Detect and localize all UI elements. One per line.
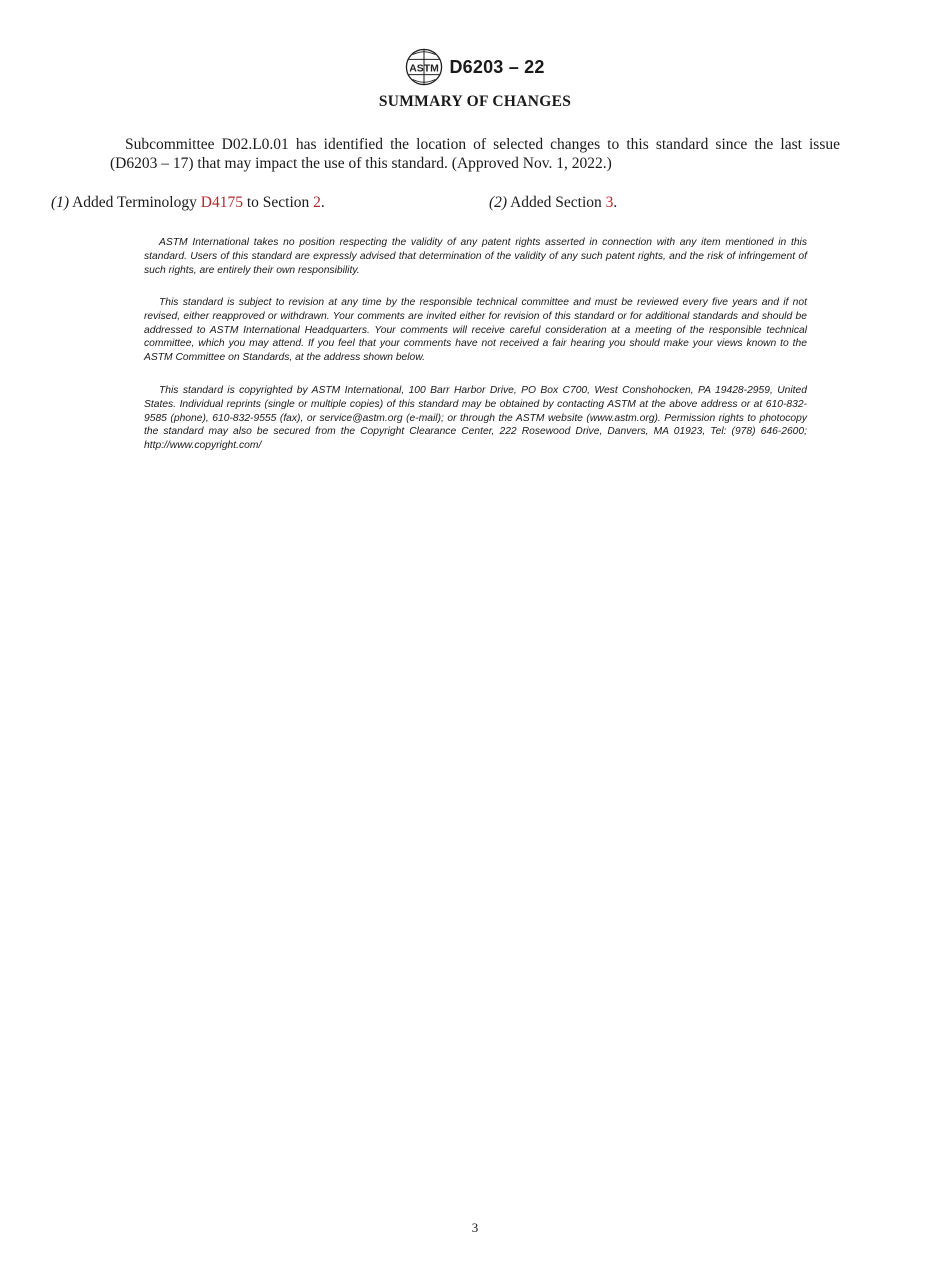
change-item-2 bbox=[489, 194, 617, 212]
change-number-1: (1) bbox=[51, 194, 70, 211]
astm-logo-text: ASTM bbox=[409, 63, 440, 75]
change-item-1 bbox=[51, 194, 325, 212]
change-number-2: (2) bbox=[489, 194, 508, 211]
astm-logo-icon bbox=[405, 48, 443, 86]
change-text-1c: . bbox=[320, 194, 325, 211]
change-text-2a: Added Section bbox=[507, 194, 606, 211]
terminology-link-d4175[interactable]: D4175 bbox=[200, 194, 243, 211]
standard-designation: D6203 – 22 bbox=[449, 56, 545, 77]
page-number: 3 bbox=[471, 1220, 479, 1235]
copyright-notice: This standard is copyrighted by ASTM International, 100 Barr Harbor Drive, PO Box C700, West Conshohocken, PA 19428-2959, United States. Individual reprints (single or multiple copies) of this standard may be obtained by contacting ASTM at the above address or at 610-832-9585 (phone), 610-832-9555 (fax), or service@astm.org (e-mail); or through the ASTM website (www.astm.org). Permission rights to photocopy the standard may also be secured from the Copyright Clearance Center, 222 Rosewood Drive, Danvers, MA 01923, Tel: (978) 646-2600; http://www.copyright.com/ bbox=[144, 385, 807, 452]
document-header bbox=[0, 48, 950, 86]
change-text-1b: to Section bbox=[242, 194, 314, 211]
change-text-2b: . bbox=[613, 194, 618, 211]
summary-intro: Subcommittee D02.L0.01 has identified the location of selected changes to this standard since the last issue (D6203 – 17) that may impact the use of this standard. (Approved Nov. 1, 2022.) bbox=[110, 136, 840, 172]
section-link-2[interactable]: 2 bbox=[313, 194, 321, 211]
patent-notice: ASTM International takes no position respecting the validity of any patent rights asserted in connection with any item mentioned in this standard. Users of this standard are expressly advised that determination of the validity of any such patent rights, and the risk of infringement of such rights, are entirely their own responsibility. bbox=[144, 237, 807, 276]
summary-title: SUMMARY OF CHANGES bbox=[378, 93, 572, 110]
section-link-3[interactable]: 3 bbox=[605, 194, 614, 211]
change-text-1a: Added Terminology bbox=[69, 194, 201, 211]
revision-notice: This standard is subject to revision at any time by the responsible technical committee and must be reviewed every five years and if not revised, either reapproved or withdrawn. Your comments are invited either for revision of this standard or for additional standards and should be addressed to ASTM International Headquarters. Your comments will receive careful consideration at a meeting of the responsible technical committee, which you may attend. If you feel that your comments have not received a fair hearing you should make your views known to the ASTM Committee on Standards, at the address shown below. bbox=[144, 297, 807, 364]
